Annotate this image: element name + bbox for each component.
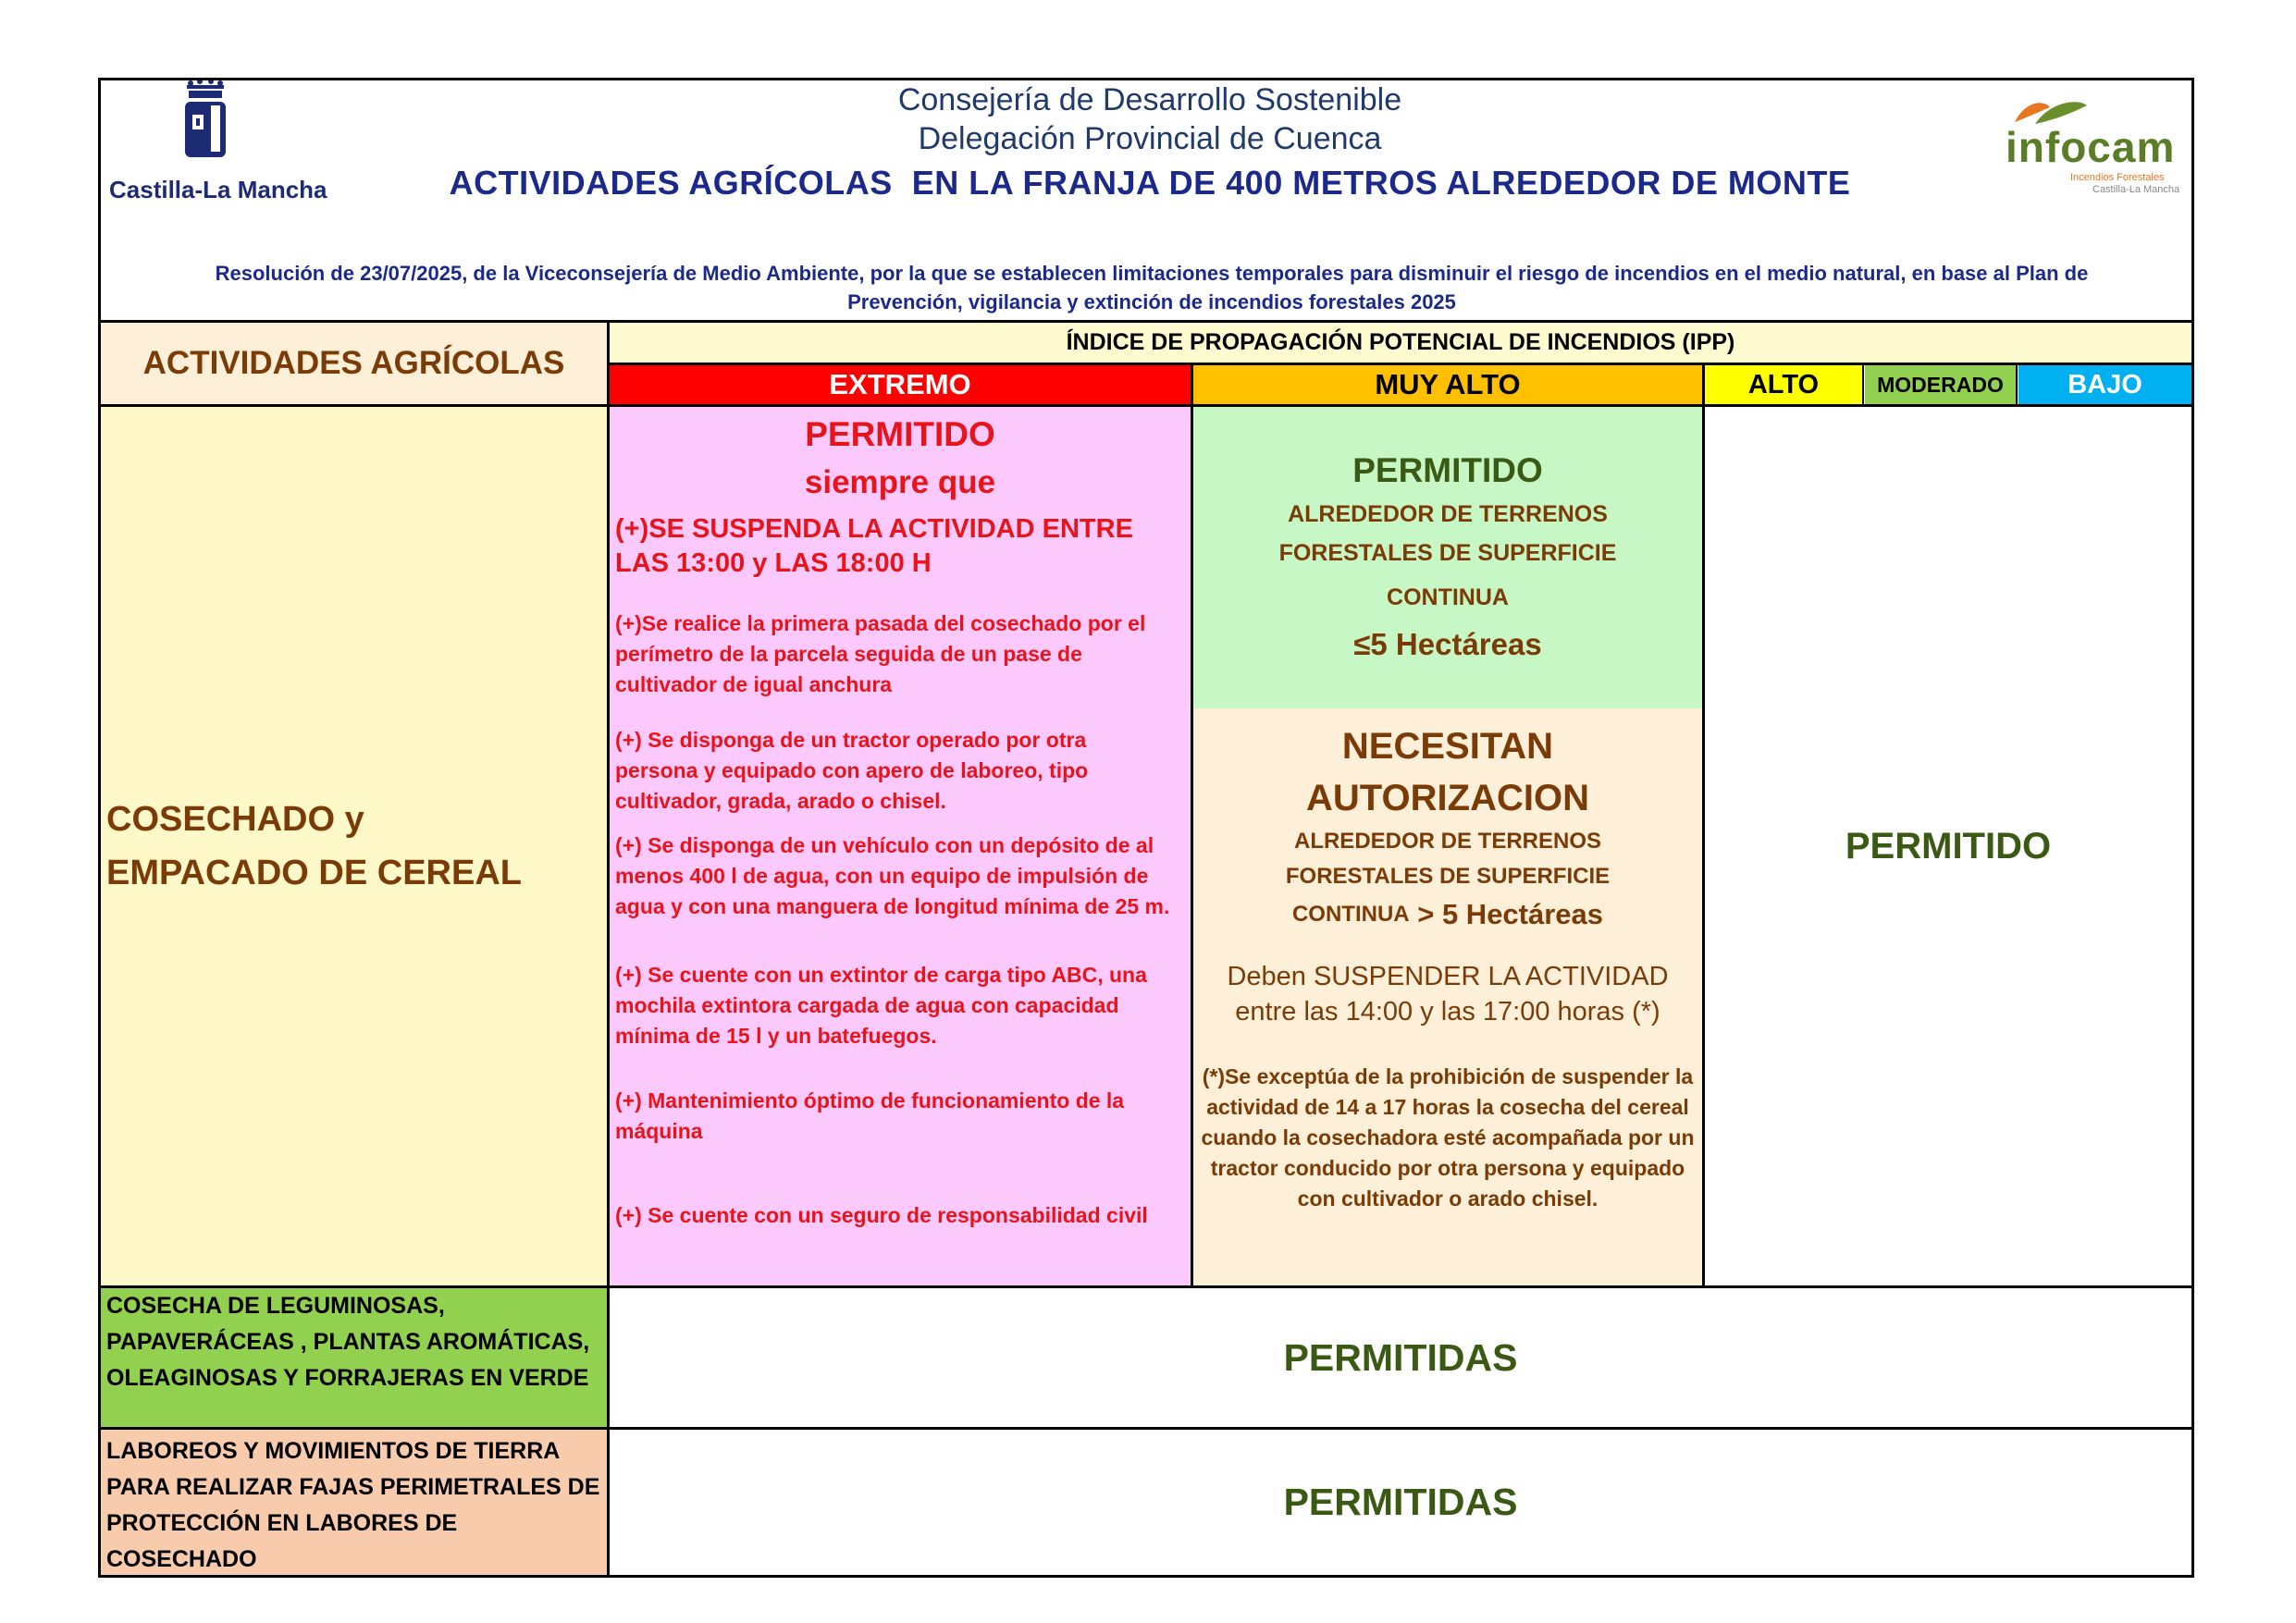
muy-alto-top-title: PERMITIDO <box>1352 451 1543 489</box>
row1-activity-line1: COSECHADO y <box>106 800 364 839</box>
extremo-cond3: (+) Se disponga de un tractor operado por otra persona y equipado con apero de laboreo, tipo cultivador, grada, arado o chisel. <box>615 728 1089 813</box>
grid-line <box>2016 363 2018 404</box>
grid-line <box>607 320 610 1578</box>
muy-alto-bottom-title2: AUTORIZACION <box>1306 777 1589 818</box>
muy-alto-bottom-line2: FORESTALES DE SUPERFICIE <box>1285 864 1611 889</box>
extremo-cond5: (+) Se cuente con un extintor de carga tipo ABC, una mochila extintora cargada de agua con capacidad mínima de 15 l y un batefuegos. <box>615 963 1147 1048</box>
page-title: ACTIVIDADES AGRÍCOLAS EN LA FRANJA DE 400 METROS ALREDEDOR DE MONTE <box>449 164 1851 202</box>
muy-alto-top-line3: CONTINUA <box>1387 584 1509 610</box>
muy-alto-bottom-line3 <box>1193 895 1702 934</box>
grid-line <box>607 363 2194 365</box>
muy-alto-bottom-note: (*)Se exceptúa de la prohibición de suspender la actividad de 14 a 17 horas la cosecha del cereal cuando la cosechadora esté acompañada por un tractor conducido por otra persona y equipado con cultivador o arado chisel. <box>1201 1064 1695 1211</box>
level-moderado: MODERADO <box>1865 365 2016 404</box>
row1-extremo-cell <box>610 407 1191 1285</box>
muy-alto-top-line4: ≤5 Hectáreas <box>1353 627 1542 661</box>
extremo-title: PERMITIDO <box>805 415 995 453</box>
resolution-line1: Resolución de 23/07/2025, de la Viceconsejería de Medio Ambiente, por la que se establecen limitaciones temporales para disminuir el riesgo de incendios en el medio natural, en base al Plan de <box>215 262 2089 285</box>
resolution-line2: Prevención, vigilancia y extinción de incendios forestales 2025 <box>847 290 1456 314</box>
grid-line <box>98 1285 2194 1288</box>
muy-alto-bottom-line3b: > 5 Hectáreas <box>1409 898 1604 930</box>
extremo-cond1: (+)SE SUSPENDA LA ACTIVIDAD ENTRE LAS 13:00 y LAS 18:00 H <box>615 514 1133 578</box>
muy-alto-bottom-line3a: CONTINUA <box>1291 902 1410 927</box>
row1-muy-alto-top <box>1193 407 1702 708</box>
level-bajo: BAJO <box>2018 365 2191 404</box>
muy-alto-bottom-deben1: Deben SUSPENDER LA ACTIVIDAD <box>1227 961 1669 991</box>
header-line1: Consejería de Desarrollo Sostenible <box>897 81 1402 117</box>
row3-activity: LABOREOS Y MOVIMIENTOS DE TIERRA PARA REALIZAR FAJAS PERIMETRALES DE PROTECCIÓN EN LABORES DE COSECHADO <box>101 1430 607 1575</box>
grid-line <box>98 404 2194 407</box>
muy-alto-top-line1: ALREDEDOR DE TERRENOS <box>1288 500 1608 527</box>
grid-line <box>1702 363 1705 1285</box>
muy-alto-top-line2: FORESTALES DE SUPERFICIE <box>1278 539 1617 566</box>
level-alto: ALTO <box>1705 365 1862 404</box>
extremo-cond7: (+) Se cuente con un seguro de responsabilidad civil <box>615 1203 1148 1227</box>
ipp-header: ÍNDICE DE PROPAGACIÓN POTENCIAL DE INCENDIOS (IPP) <box>610 323 2191 363</box>
header-line2: Delegación Provincial de Cuenca <box>918 120 1382 156</box>
logo-right-sub1: Incendios Forestales <box>2070 172 2165 183</box>
extremo-cond6: (+) Mantenimiento óptimo de funcionamiento de la máquina <box>615 1088 1125 1143</box>
extremo-subtitle: siempre que <box>804 464 996 500</box>
extremo-cond4: (+) Se disponga de un vehículo con un depósito de al menos 400 l de agua, con un equipo de impulsión de agua y con una manguera de longitud mínima de 25 m. <box>615 833 1170 918</box>
level-extremo: EXTREMO <box>610 365 1191 404</box>
row1-alto-bajo-status: PERMITIDO <box>1705 407 2191 1285</box>
logo-right-text: infocam <box>2006 123 2176 171</box>
extremo-cond2: (+)Se realice la primera pasada del cosechado por el perímetro de la parcela seguida de un pase de cultivador de igual anchura <box>615 611 1146 696</box>
row1-activity-line2: EMPACADO DE CEREAL <box>106 854 522 892</box>
activities-header: ACTIVIDADES AGRÍCOLAS <box>101 323 607 404</box>
muy-alto-bottom-deben2: entre las 14:00 y las 17:00 horas (*) <box>1235 996 1660 1027</box>
grid-line <box>1191 363 1193 1285</box>
row2-activity: COSECHA DE LEGUMINOSAS, PAPAVERÁCEAS , PLANTAS AROMÁTICAS, OLEAGINOSAS Y FORRAJERAS EN VERDE <box>101 1288 607 1427</box>
row1-activity <box>101 407 607 1285</box>
grid-line <box>98 320 2194 323</box>
row3-status: PERMITIDAS <box>610 1430 2191 1575</box>
logo-left-text: Castilla-La Mancha <box>109 176 327 203</box>
grid-line <box>1862 363 1864 404</box>
logo-right-sub2: Castilla-La Mancha <box>2092 184 2180 195</box>
row2-status: PERMITIDAS <box>610 1288 2191 1427</box>
muy-alto-bottom-line1: ALREDEDOR DE TERRENOS <box>1293 829 1602 854</box>
muy-alto-bottom-title1: NECESITAN <box>1341 725 1554 767</box>
row1-muy-alto-bottom <box>1193 708 1702 1285</box>
level-muy-alto: MUY ALTO <box>1193 365 1702 404</box>
grid-line <box>98 1427 2194 1430</box>
